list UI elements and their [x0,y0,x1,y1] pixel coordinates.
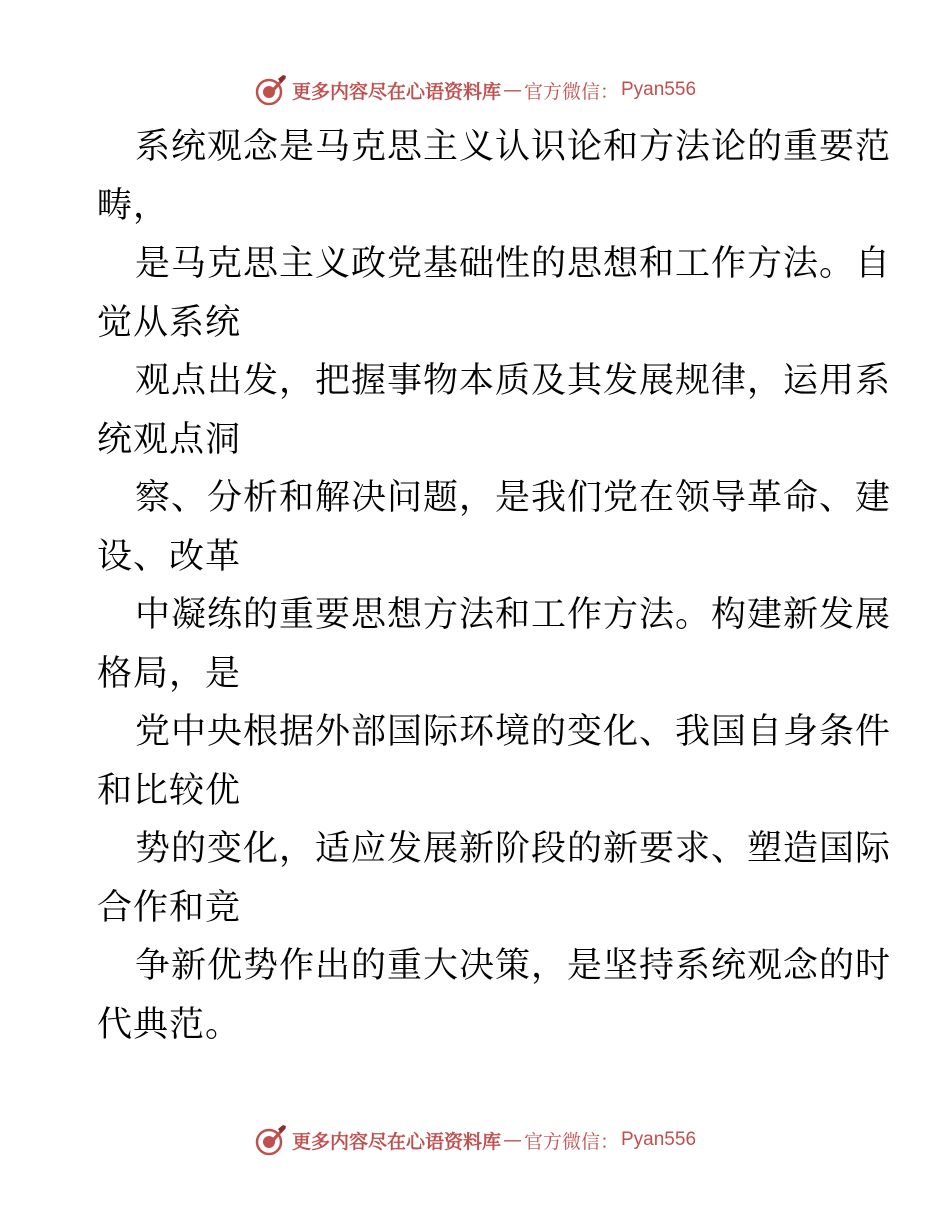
text-line: 代典范。 [97,1004,242,1045]
text-line: 是马克思主义政党基础性的思想和工作方法。自 [135,244,892,284]
text-line: 格局，是 [97,653,242,694]
text-line: 畴， [97,185,170,226]
text-line: 和比较优 [97,770,242,811]
text-line: 观点出发，把握事物本质及其发展规律，运用系 [135,361,892,401]
text-line: 势的变化，适应发展新阶段的新要求、塑造国际 [135,829,892,869]
banner-wechat-id: Pyan556 [621,1129,697,1150]
banner-main-text: 更多内容尽在心语资料库 [291,1130,501,1153]
text-line: 系统观念是马克思主义认识论和方法论的重要范 [135,127,892,167]
footer-banner [0,1120,950,1160]
body-text [97,118,892,1054]
text-line: 统观点洞 [97,419,242,460]
text-line: 党中央根据外部国际环境的变化、我国自身条件 [135,712,892,752]
banner-separator: — [502,79,522,101]
text-line: 设、改革 [97,536,242,577]
banner-wechat-label: 官方微信： [523,1130,619,1153]
text-line: 察、分析和解决问题，是我们党在领导革命、建 [135,478,892,518]
quill-logo-icon [254,1123,288,1157]
text-line: 合作和竞 [97,887,242,928]
banner-separator: — [502,1129,522,1151]
banner-main-text: 更多内容尽在心语资料库 [291,80,501,103]
header-banner [0,70,950,110]
text-line: 觉从系统 [97,302,242,343]
text-line: 争新优势作出的重大决策，是坚持系统观念的时 [135,946,892,986]
banner-wechat-id: Pyan556 [621,79,697,100]
quill-logo-icon [254,73,288,107]
banner-wechat-label: 官方微信： [523,80,619,103]
text-line: 中凝练的重要思想方法和工作方法。构建新发展 [135,595,892,635]
